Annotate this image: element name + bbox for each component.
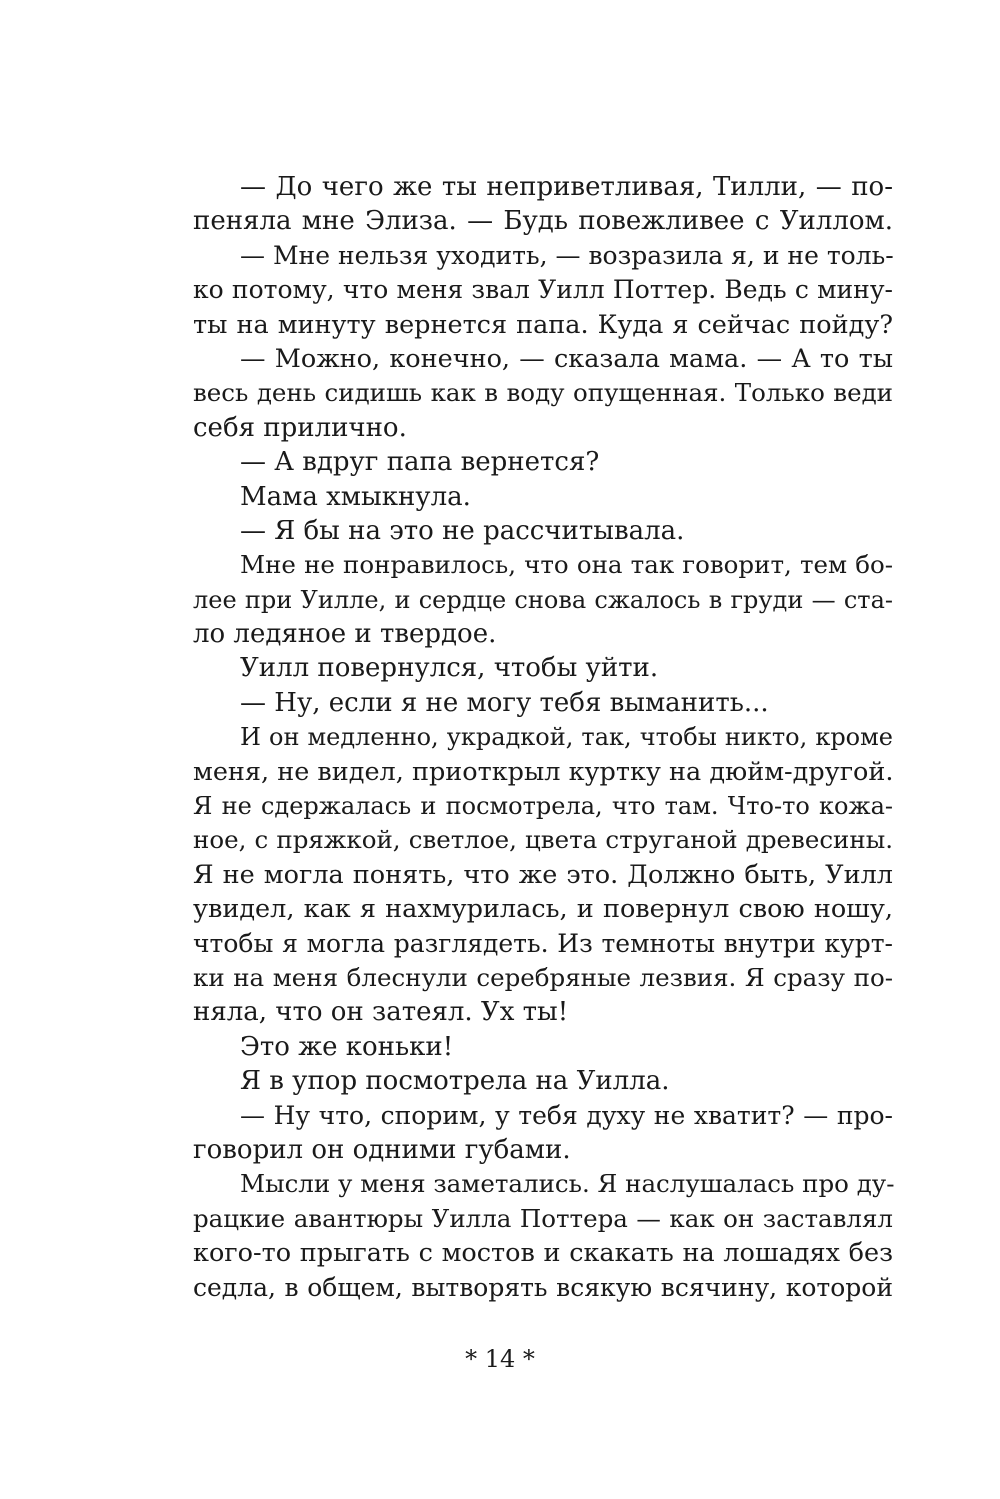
text-line: — Мне нельзя уходить, — возразила я, и не толь- bbox=[240, 240, 894, 270]
text-line: ко потому, что меня звал Уилл Поттер. Ведь с мину- bbox=[193, 275, 893, 305]
text-line: лее при Уилле, и сердце снова сжалось в груди — ста- bbox=[193, 585, 893, 614]
text-line: Мама хмыкнула. bbox=[240, 481, 471, 512]
text-line: меня, не видел, приоткрыл куртку на дюйм-другой. bbox=[193, 756, 894, 787]
text-line: — Можно, конечно, — сказала мама. — А то ты bbox=[240, 343, 893, 374]
text-line: седла, в общем, вытворять всякую всячину, которой bbox=[193, 1272, 893, 1302]
text-line: — До чего же ты неприветливая, Тилли, — по- bbox=[240, 172, 893, 202]
text-line: — Ну что, спорим, у тебя духу не хватит? — про- bbox=[240, 1100, 893, 1130]
text-line: себя прилично. bbox=[193, 412, 407, 443]
text-line: ки на меня блеснули серебряные лезвия. Я сразу по- bbox=[193, 962, 893, 992]
text-line: кого-то прыгать с мостов и скакать на лошадях без bbox=[193, 1238, 893, 1269]
text-line: Я в упор посмотрела на Уилла. bbox=[240, 1066, 670, 1097]
text-line: — А вдруг папа вернется? bbox=[240, 447, 600, 478]
text-line: Мысли у меня заметались. Я наслушалась про ду- bbox=[240, 1169, 895, 1199]
page-number: * 14 * bbox=[465, 1345, 535, 1373]
text-line: пеняла мне Элиза. — Будь повежливее с Уиллом. bbox=[193, 206, 893, 237]
text-line: Я не могла понять, что же это. Должно быть, Уилл bbox=[193, 859, 893, 890]
text-line: чтобы я могла разглядеть. Из темноты внутри курт- bbox=[193, 928, 893, 958]
text-line: — Я бы на это не рассчитывала. bbox=[240, 515, 685, 546]
text-line: рацкие авантюры Уилла Поттера — как он заставлял bbox=[193, 1203, 893, 1233]
text-line: увидел, как я нахмурилась, и повернул свою ношу, bbox=[193, 894, 893, 925]
text-line: Я не сдержалась и посмотрела, что там. Что-то кожа- bbox=[193, 792, 893, 821]
text-line: Уилл повернулся, чтобы уйти. bbox=[240, 653, 659, 684]
text-line: весь день сидишь как в воду опущенная. Только веди bbox=[193, 378, 893, 408]
text-line: Это же коньки! bbox=[240, 1031, 454, 1062]
text-line: ное, с пряжкой, светлое, цвета струганой древесины. bbox=[193, 825, 893, 855]
text-line: ты на минуту вернется папа. Куда я сейчас пойду? bbox=[193, 309, 893, 340]
text-line: говорил он одними губами. bbox=[193, 1134, 571, 1165]
text-line: ло ледяное и твердое. bbox=[193, 619, 497, 650]
page-body-text bbox=[193, 170, 893, 1305]
text-line: И он медленно, украдкой, так, чтобы никто, кроме bbox=[240, 723, 893, 752]
text-line: — Ну, если я не могу тебя выманить... bbox=[240, 687, 769, 718]
text-line: няла, что он затеял. Ух ты! bbox=[193, 997, 569, 1028]
text-line: Мне не понравилось, что она так говорит, тем бо- bbox=[240, 550, 893, 580]
